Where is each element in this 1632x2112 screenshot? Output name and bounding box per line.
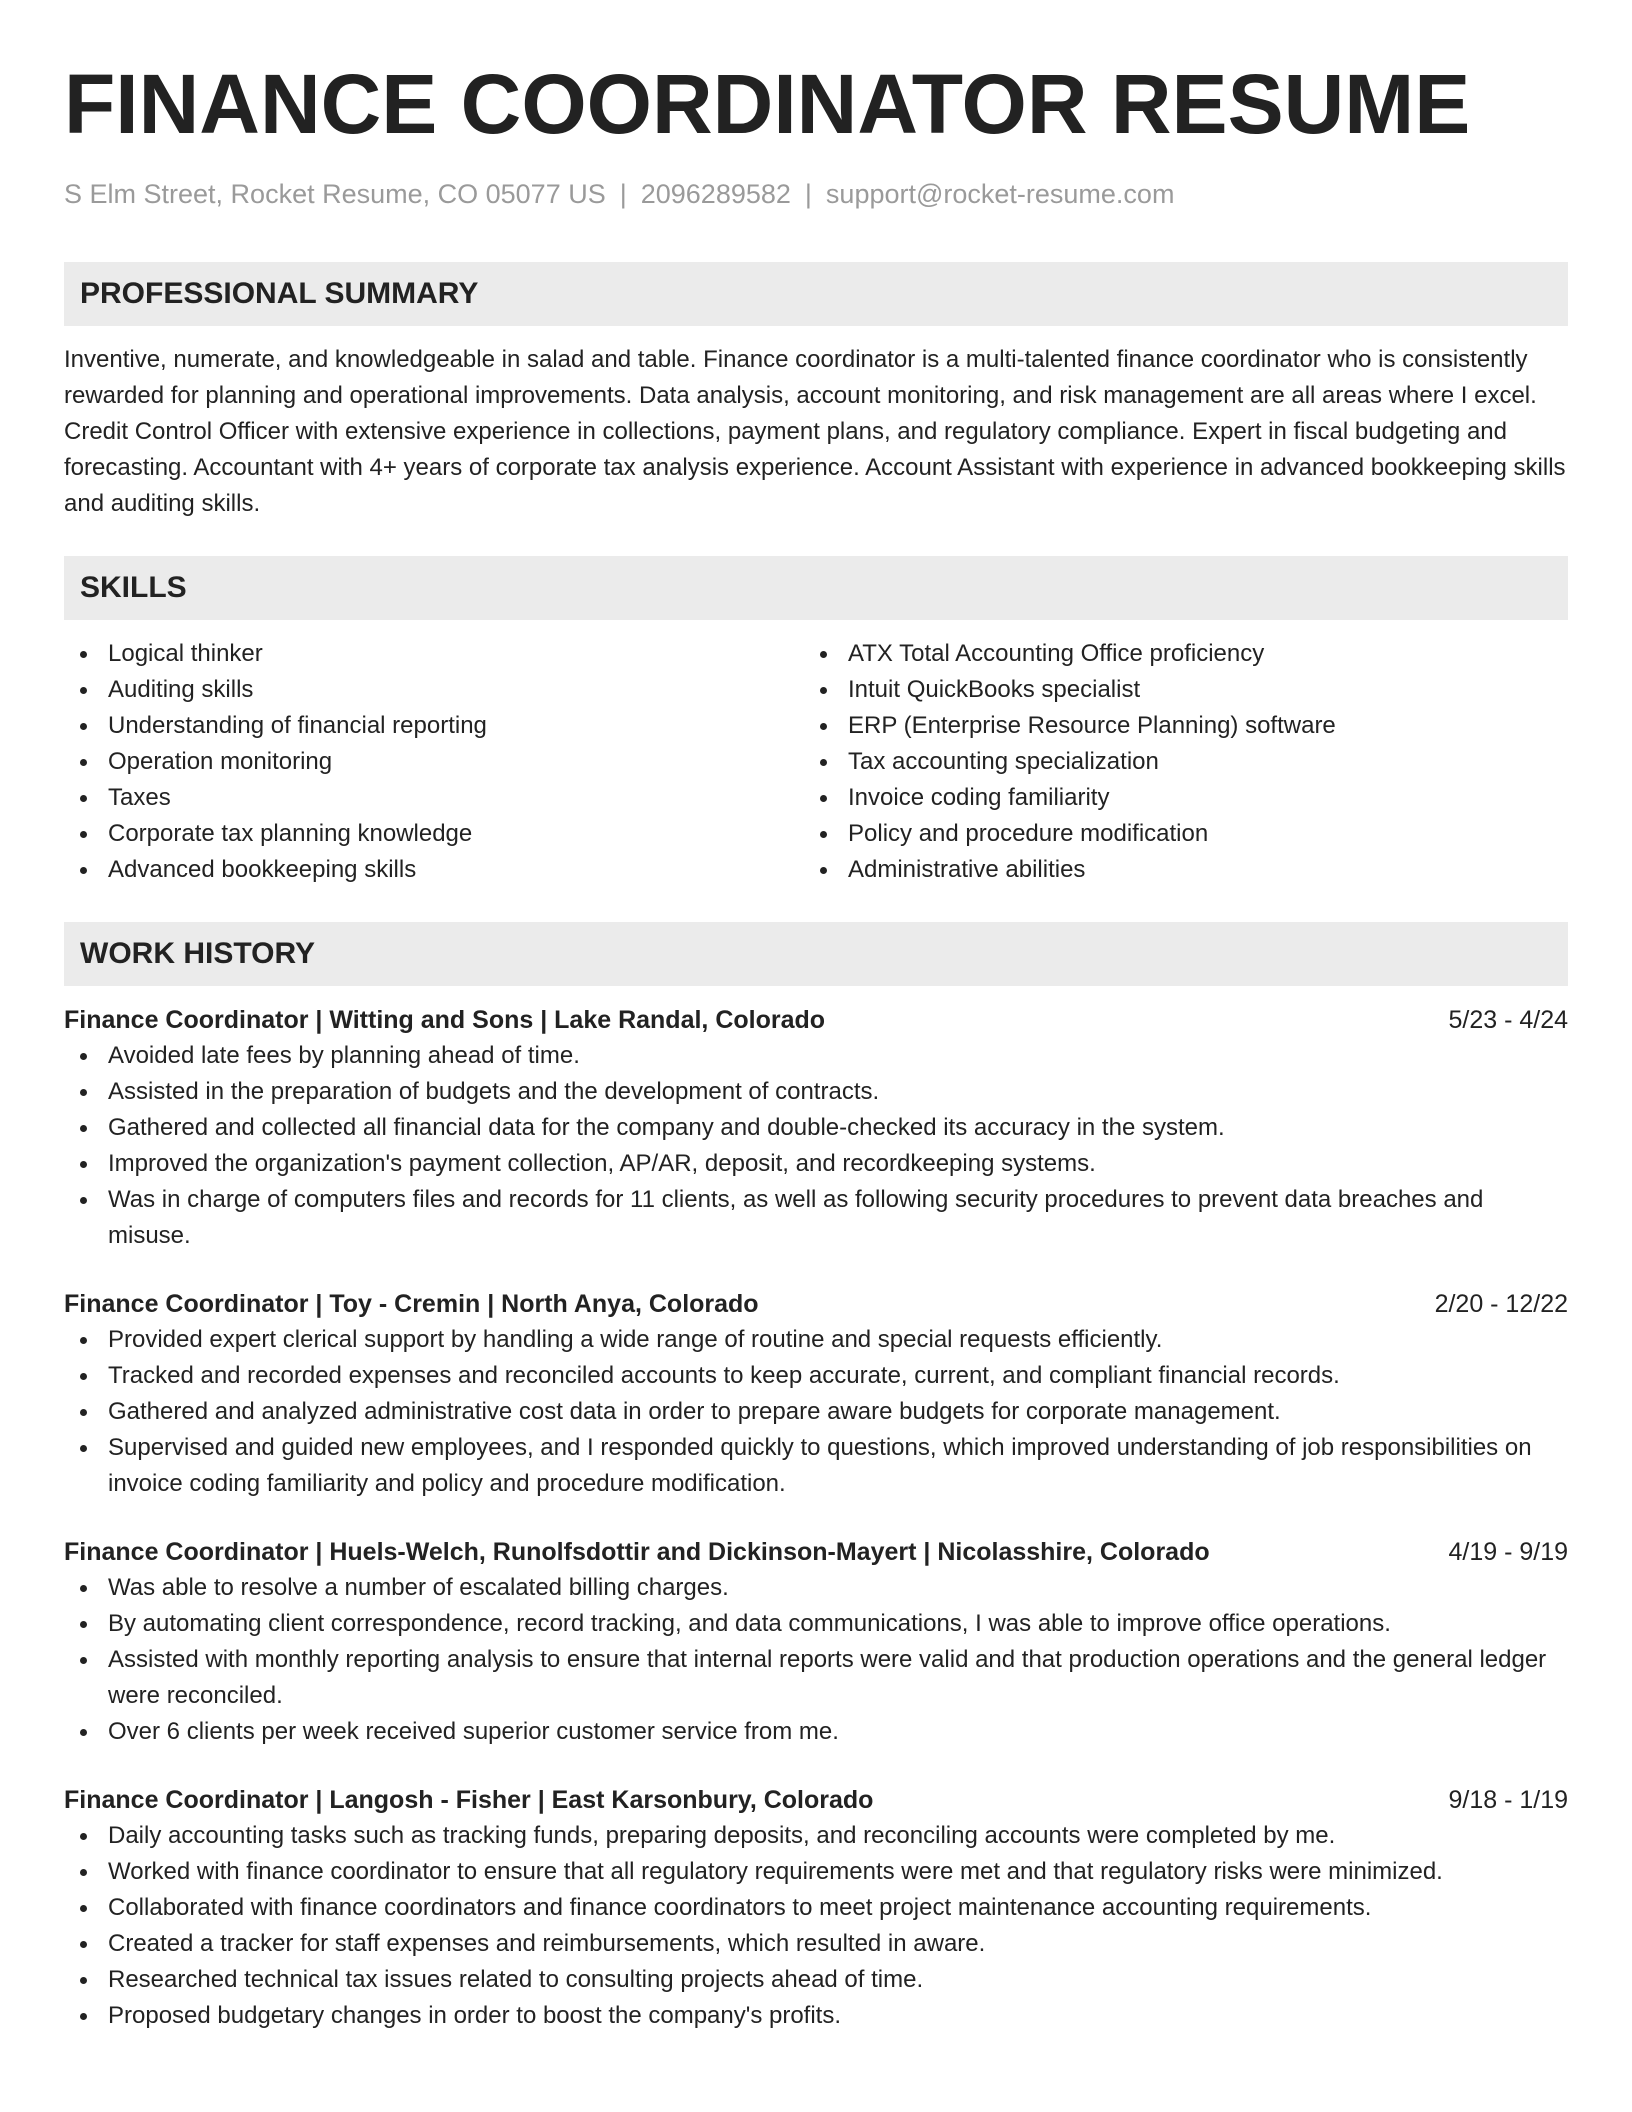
job-title: Finance Coordinator | Huels-Welch, Runolfsdottir and Dickinson-Mayert | Nicolasshire, Colorado — [64, 1538, 1210, 1566]
skill-item: Auditing skills — [64, 672, 804, 708]
job-bullet: Collaborated with finance coordinators and finance coordinators to meet project maintenance accounting requirements. — [64, 1890, 1568, 1926]
section-header-work-history: WORK HISTORY — [64, 922, 1568, 986]
skill-item: Policy and procedure modification — [804, 816, 1544, 852]
job-entry — [64, 1534, 1568, 1750]
skills-column-left — [64, 636, 804, 888]
job-title: Finance Coordinator | Witting and Sons | Lake Randal, Colorado — [64, 1006, 826, 1034]
job-bullet: Was able to resolve a number of escalated billing charges. — [64, 1570, 1568, 1606]
job-bullet: Created a tracker for staff expenses and reimbursements, which resulted in aware. — [64, 1926, 1568, 1962]
contact-separator: | — [804, 179, 812, 209]
job-title: Finance Coordinator | Langosh - Fisher | East Karsonbury, Colorado — [64, 1786, 874, 1814]
skill-item: Operation monitoring — [64, 744, 804, 780]
skill-item: Understanding of financial reporting — [64, 708, 804, 744]
job-entry — [64, 1286, 1568, 1502]
job-dates: 2/20 - 12/22 — [1434, 1290, 1568, 1318]
job-dates: 4/19 - 9/19 — [1448, 1538, 1568, 1566]
job-dates: 9/18 - 1/19 — [1448, 1786, 1568, 1814]
job-header — [64, 1534, 1568, 1570]
job-bullet: Worked with finance coordinator to ensure that all regulatory requirements were met and that regulatory risks were minimized. — [64, 1854, 1568, 1890]
skill-item: Logical thinker — [64, 636, 804, 672]
section-header-summary: PROFESSIONAL SUMMARY — [64, 262, 1568, 326]
job-bullet: Supervised and guided new employees, and I responded quickly to questions, which improved understanding of job responsibilities on invoice coding familiarity and policy and procedure modification. — [64, 1430, 1568, 1502]
job-bullets — [64, 1322, 1568, 1502]
job-bullet: Daily accounting tasks such as tracking funds, preparing deposits, and reconciling accounts were completed by me. — [64, 1818, 1568, 1854]
job-bullet: Improved the organization's payment collection, AP/AR, deposit, and recordkeeping systems. — [64, 1146, 1568, 1182]
job-header — [64, 1286, 1568, 1322]
job-bullet: Gathered and collected all financial data for the company and double-checked its accuracy in the system. — [64, 1110, 1568, 1146]
job-bullets — [64, 1570, 1568, 1750]
job-bullet: Was in charge of computers files and records for 11 clients, as well as following security procedures to prevent data breaches and misuse. — [64, 1182, 1568, 1254]
job-dates: 5/23 - 4/24 — [1448, 1006, 1568, 1034]
contact-address: S Elm Street, Rocket Resume, CO 05077 US — [64, 179, 606, 209]
job-header — [64, 1002, 1568, 1038]
job-bullet: Avoided late fees by planning ahead of time. — [64, 1038, 1568, 1074]
contact-separator: | — [619, 179, 627, 209]
job-bullet: Proposed budgetary changes in order to boost the company's profits. — [64, 1998, 1568, 2034]
job-bullet: Gathered and analyzed administrative cost data in order to prepare aware budgets for corporate management. — [64, 1394, 1568, 1430]
skill-item: Tax accounting specialization — [804, 744, 1544, 780]
contact-email: support@rocket-resume.com — [825, 179, 1175, 209]
skill-item: ATX Total Accounting Office proficiency — [804, 636, 1544, 672]
job-bullet: Tracked and recorded expenses and reconciled accounts to keep accurate, current, and compliant financial records. — [64, 1358, 1568, 1394]
summary-text: Inventive, numerate, and knowledgeable in salad and table. Finance coordinator is a multi-talented finance coordinator who is consistently rewarded for planning and operational improvements. Data analysis, account monitoring, and risk management are all areas where I excel. Credit Control Officer with extensive experience in collections, payment plans, and regulatory compliance. Expert in fiscal budgeting and forecasting. Accountant with 4+ years of corporate tax analysis experience. Account Assistant with experience in advanced bookkeeping skills and auditing skills. — [64, 346, 1566, 517]
job-bullets — [64, 1818, 1568, 2034]
job-bullet: Provided expert clerical support by handling a wide range of routine and special requests efficiently. — [64, 1322, 1568, 1358]
skills-column-right — [804, 636, 1544, 888]
skill-item: Taxes — [64, 780, 804, 816]
job-header — [64, 1782, 1568, 1818]
resume-title: FINANCE COORDINATOR RESUME — [64, 57, 1471, 151]
skill-item: ERP (Enterprise Resource Planning) software — [804, 708, 1544, 744]
job-bullets — [64, 1038, 1568, 1254]
job-entry — [64, 1002, 1568, 1254]
skill-item: Advanced bookkeeping skills — [64, 852, 804, 888]
job-bullet: Researched technical tax issues related to consulting projects ahead of time. — [64, 1962, 1568, 1998]
skill-item: Administrative abilities — [804, 852, 1544, 888]
skill-item: Invoice coding familiarity — [804, 780, 1544, 816]
skills-grid — [64, 636, 1568, 888]
job-title: Finance Coordinator | Toy - Cremin | North Anya, Colorado — [64, 1290, 759, 1318]
job-bullet: Assisted with monthly reporting analysis to ensure that internal reports were valid and that production operations and the general ledger were reconciled. — [64, 1642, 1568, 1714]
skill-item: Corporate tax planning knowledge — [64, 816, 804, 852]
job-bullet: By automating client correspondence, record tracking, and data communications, I was able to improve office operations. — [64, 1606, 1568, 1642]
section-header-skills: SKILLS — [64, 556, 1568, 620]
contact-line — [64, 176, 1568, 212]
contact-phone: 2096289582 — [640, 179, 791, 209]
job-entry — [64, 1782, 1568, 2034]
skill-item: Intuit QuickBooks specialist — [804, 672, 1544, 708]
job-bullet: Assisted in the preparation of budgets and the development of contracts. — [64, 1074, 1568, 1110]
job-bullet: Over 6 clients per week received superior customer service from me. — [64, 1714, 1568, 1750]
